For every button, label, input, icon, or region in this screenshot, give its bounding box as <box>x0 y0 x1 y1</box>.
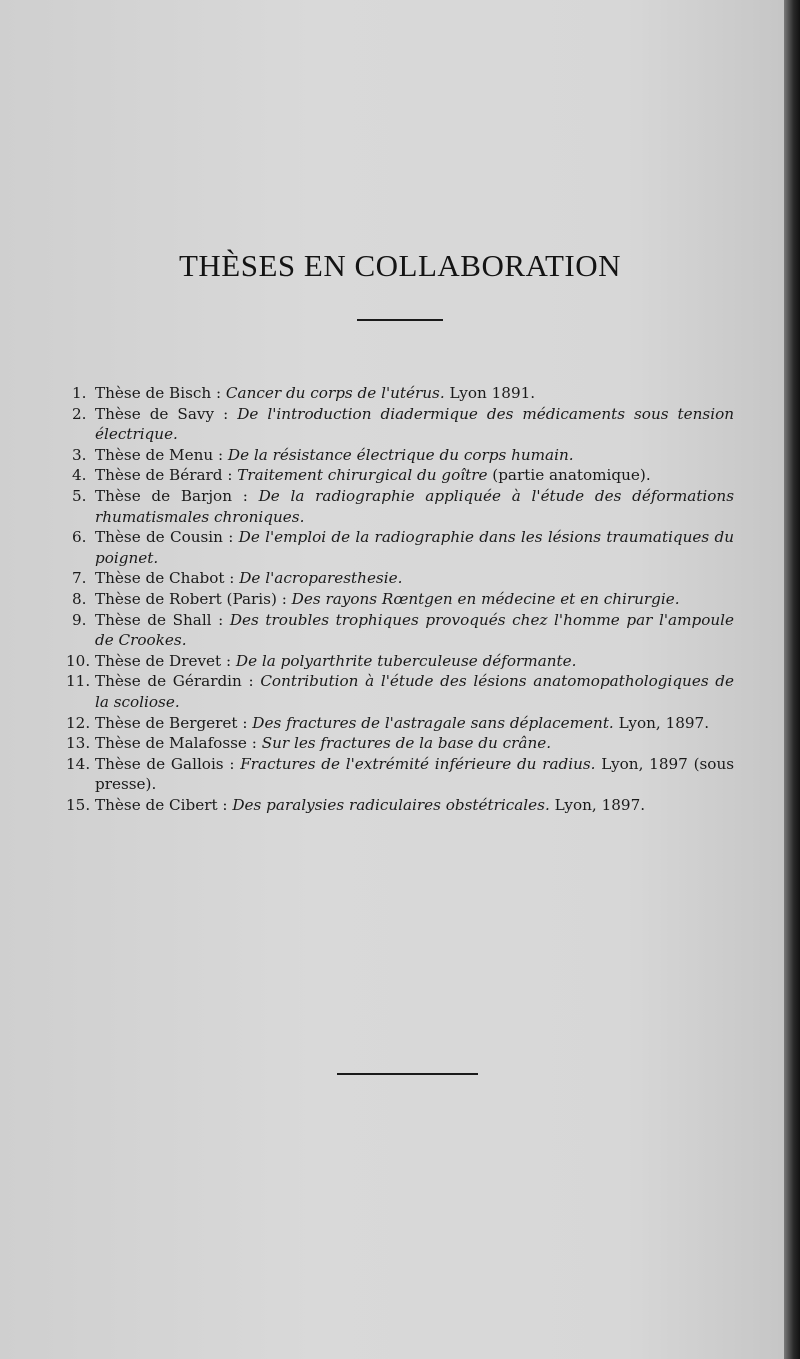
entry-number: 2. <box>72 404 87 423</box>
entry-number: 5. <box>72 486 87 505</box>
entry-prefix: Thèse de Gérardin : <box>95 672 254 691</box>
thesis-entry <box>66 754 735 795</box>
entry-work-title: Contribution à l'étude des lésions anatomopathologiques de la scoliose. <box>95 672 735 711</box>
entry-work-title: Sur les fractures de la base du crâne. <box>261 734 552 753</box>
entry-work-title: Traitement chirurgical du goître <box>237 466 488 485</box>
thesis-entry <box>72 445 734 466</box>
thesis-entry <box>66 713 734 734</box>
entry-work-title: De la polyarthrite tuberculeuse déformante. <box>235 651 577 670</box>
entry-work-title: De l'introduction diadermique des médicaments sous tension électrique. <box>95 404 734 444</box>
entry-prefix: Thèse de Robert (Paris) : <box>95 589 287 608</box>
thesis-entry <box>66 671 735 712</box>
entry-suffix: Lyon 1891. <box>449 384 536 402</box>
thesis-entry <box>72 486 734 527</box>
entry-number: 9. <box>72 610 87 629</box>
entry-prefix: Thèse de Gallois : <box>95 754 235 773</box>
entry-prefix: Thèse de Malafosse : <box>95 734 257 753</box>
entry-work-title: Des rayons Rœntgen en médecine et en chirurgie. <box>291 589 680 608</box>
entry-number: 12. <box>66 713 91 732</box>
entry-number: 15. <box>66 795 91 814</box>
entry-number: 8. <box>72 589 87 608</box>
thesis-entry <box>66 795 734 816</box>
entry-prefix: Thèse de Menu : <box>95 445 224 464</box>
entry-suffix: Lyon, 1897. <box>554 795 646 814</box>
entry-suffix: Lyon, 1897. <box>618 713 710 732</box>
book-spine-shadow <box>784 0 800 1359</box>
page-title: THÈSES EN COLLABORATION <box>178 248 622 283</box>
entry-work-title: De la résistance électrique du corps humain. <box>227 445 574 464</box>
entry-prefix: Thèse de Bergeret : <box>95 713 248 732</box>
entry-work-title: De l'emploi de la radiographie dans les lésions traumatiques du poignet. <box>95 528 735 567</box>
thesis-entry <box>72 465 734 486</box>
thesis-entry <box>72 383 734 404</box>
entry-prefix: Thèse de Shall : <box>95 610 224 629</box>
entry-prefix: Thèse de Savy : <box>95 404 229 423</box>
entry-work-title: Des fractures de l'astragale sans déplacement. <box>252 713 614 732</box>
top-divider <box>357 319 443 321</box>
entry-suffix: Lyon, 1897 (sous presse). <box>95 754 735 794</box>
entry-work-title: Des troubles trophiques provoqués chez l'homme par l'ampoule de Crookes. <box>95 610 735 650</box>
entry-work-title: De l'acroparesthesie. <box>239 569 403 588</box>
entry-number: 10. <box>66 651 91 670</box>
thesis-list <box>66 383 735 815</box>
entry-number: 4. <box>72 466 87 485</box>
entry-number: 7. <box>72 569 87 588</box>
thesis-entry <box>72 568 734 589</box>
entry-work-title: Fractures de l'extrémité inférieure du radius. <box>240 754 596 773</box>
entry-prefix: Thèse de Chabot : <box>95 569 235 588</box>
entry-prefix: Thèse de Bisch : <box>95 384 222 402</box>
entry-work-title: Des paralysies radiculaires obstétricales. <box>232 795 550 814</box>
thesis-entry <box>66 733 734 754</box>
entry-prefix: Thèse de Bérard : <box>95 466 233 485</box>
entry-number: 1. <box>72 384 87 402</box>
entry-suffix: (partie anatomique). <box>492 466 651 485</box>
bottom-divider <box>337 1073 478 1075</box>
entry-number: 14. <box>66 754 91 773</box>
thesis-entry <box>72 527 734 568</box>
thesis-entry <box>72 610 734 651</box>
entry-number: 3. <box>72 445 87 464</box>
entry-work-title: Cancer du corps de l'utérus. <box>225 384 445 402</box>
entry-prefix: Thèse de Cibert : <box>95 795 228 814</box>
entry-prefix: Thèse de Drevet : <box>95 651 232 670</box>
thesis-entry <box>72 589 734 610</box>
entry-work-title: De la radiographie appliquée à l'étude des déformations rhumatismales chroniques. <box>95 486 735 526</box>
entry-prefix: Thèse de Cousin : <box>95 528 234 547</box>
entry-number: 11. <box>66 672 91 691</box>
entry-number: 6. <box>72 528 87 547</box>
entry-number: 13. <box>66 734 91 753</box>
thesis-entry <box>72 404 734 445</box>
entry-prefix: Thèse de Barjon : <box>95 486 248 505</box>
thesis-entry <box>66 651 734 672</box>
